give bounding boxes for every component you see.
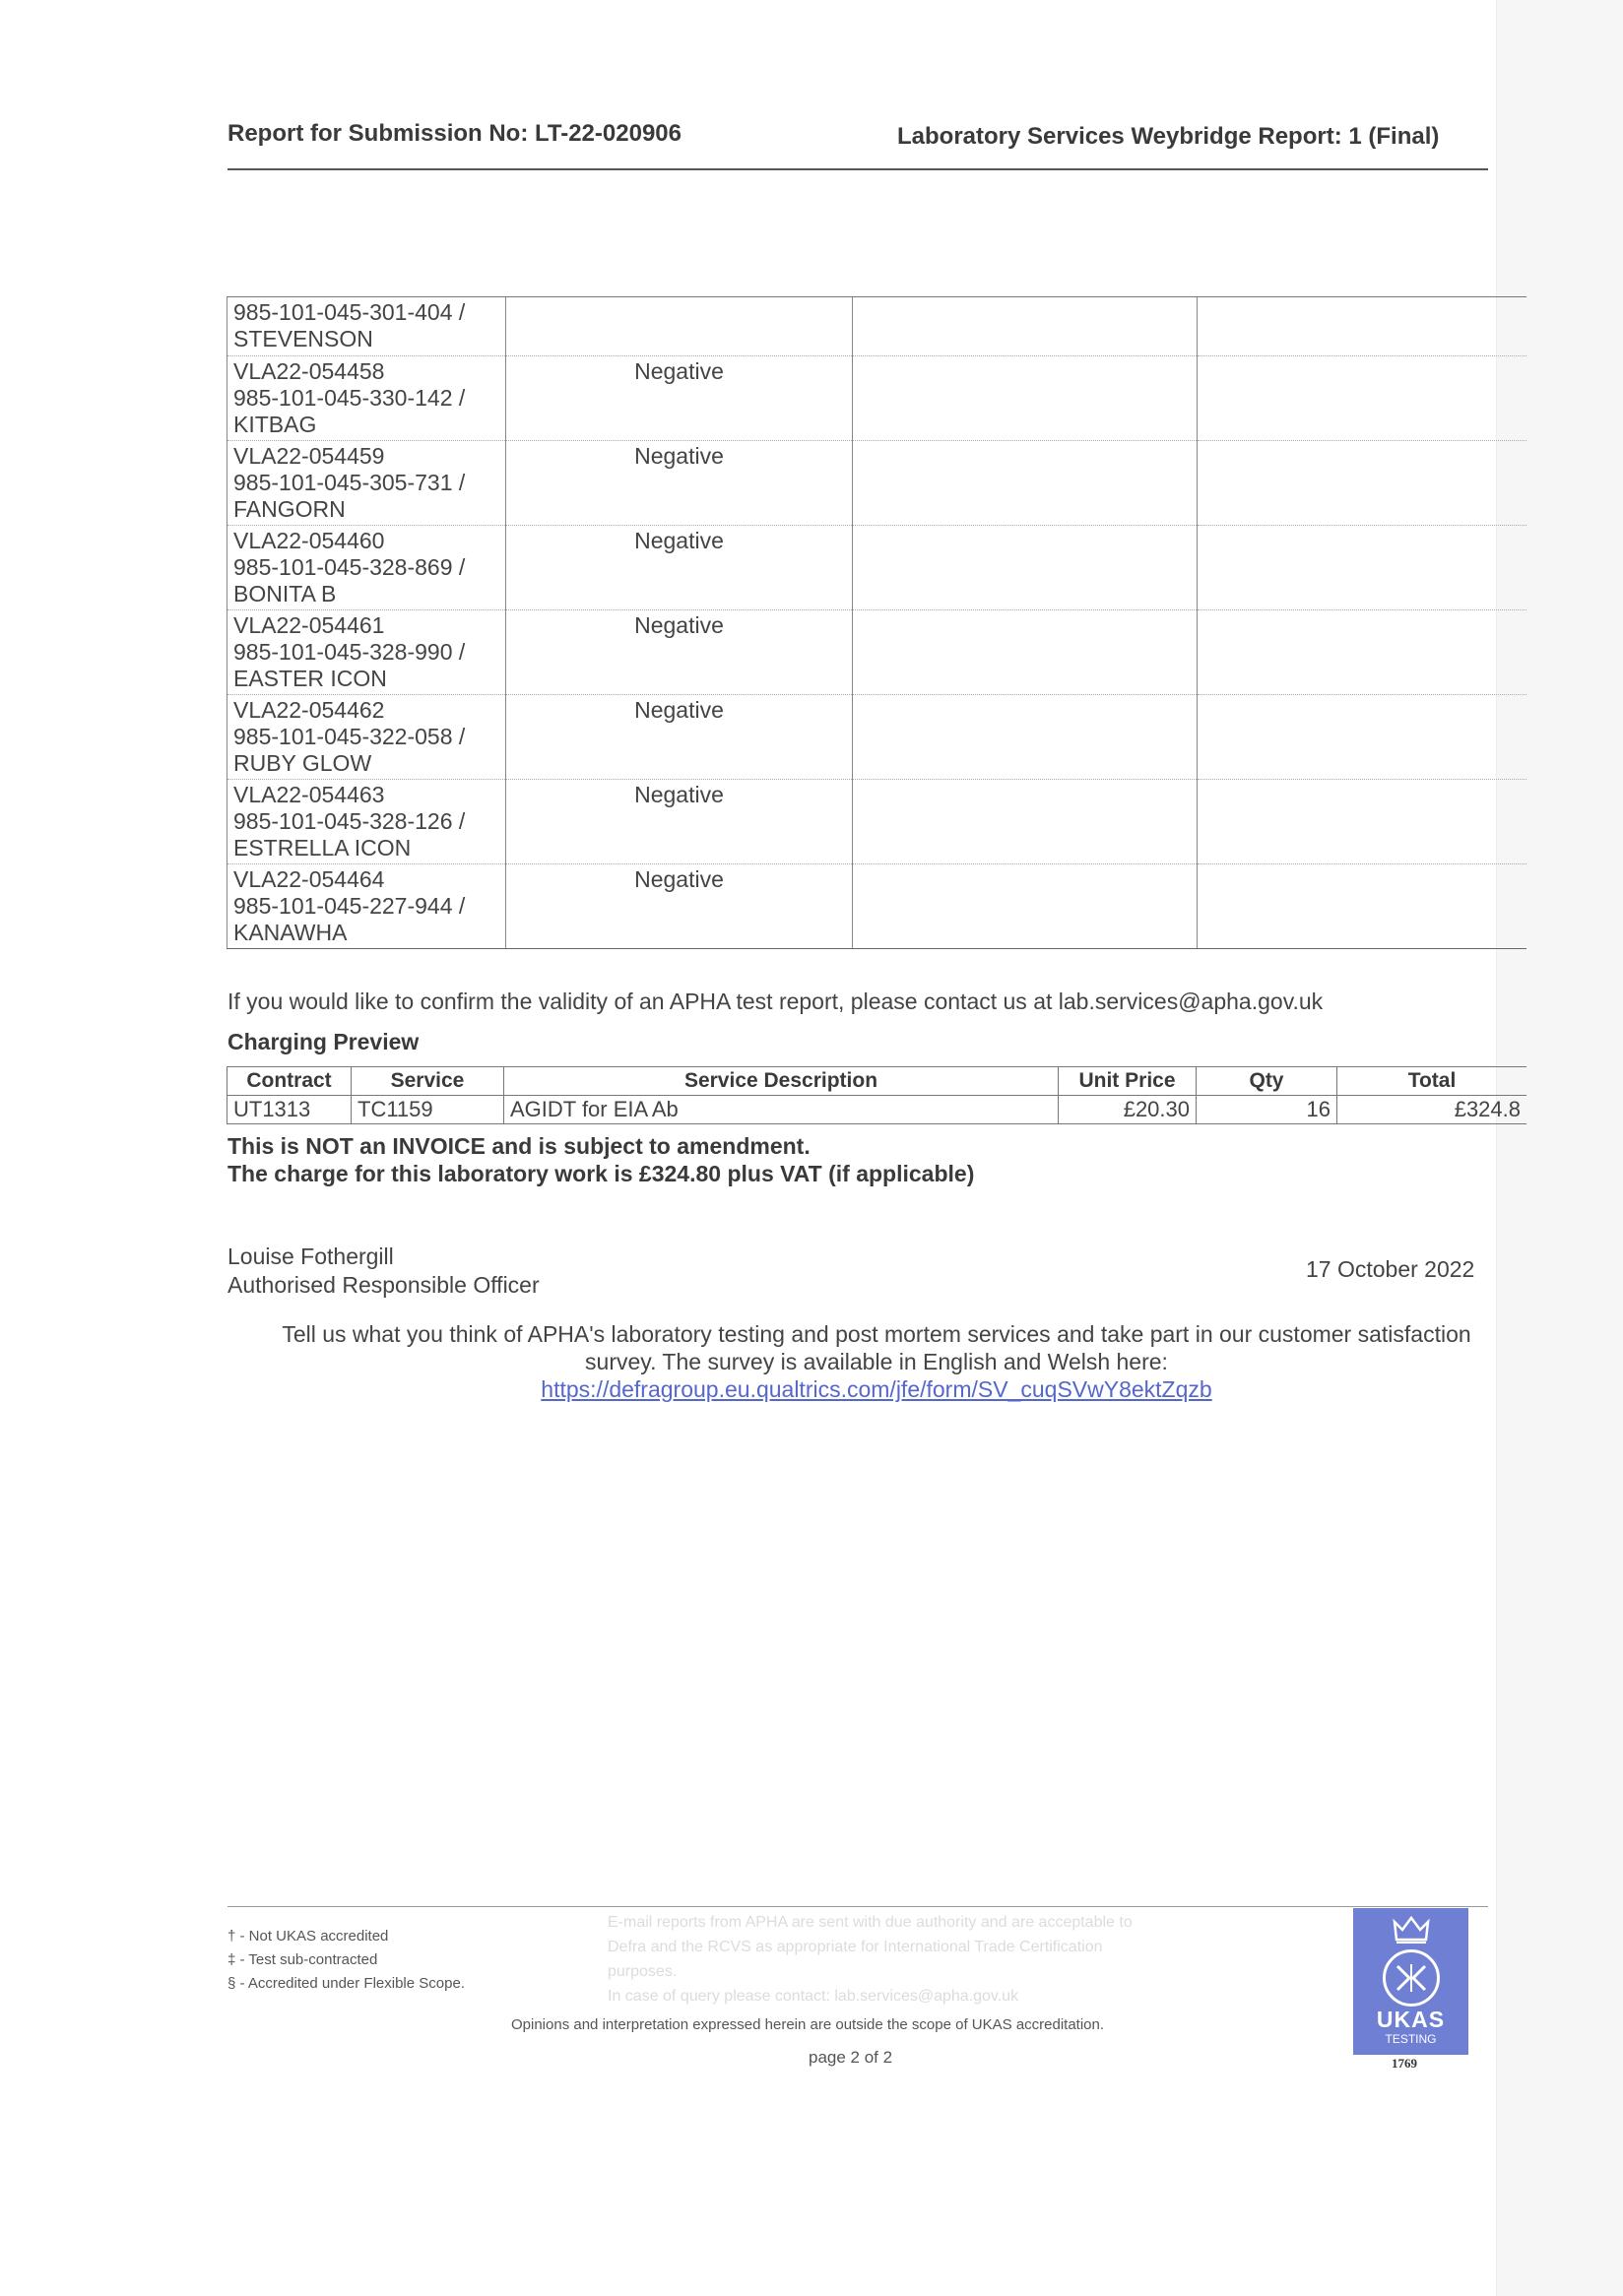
result-cell: Negative	[506, 864, 853, 949]
result-cell: Negative	[506, 526, 853, 610]
sample-id-line: STEVENSON	[233, 326, 373, 351]
empty-cell	[1198, 695, 1527, 780]
result-cell: Negative	[506, 780, 853, 864]
sample-id-line: VLA22-054461	[233, 612, 385, 638]
results-table	[227, 296, 1526, 949]
sample-id-line: VLA22-054462	[233, 697, 385, 723]
submission-number: Report for Submission No: LT-22-020906	[227, 120, 682, 147]
cell-qty: 16	[1197, 1096, 1337, 1124]
result-row	[227, 441, 1527, 526]
empty-cell	[1198, 526, 1527, 610]
sample-id-line: 985-101-045-301-404 /	[233, 299, 466, 325]
sample-id-line: 985-101-045-328-990 /	[233, 639, 466, 665]
not-invoice-notice: This is NOT an INVOICE and is subject to amendment.	[227, 1133, 811, 1159]
col-service: Service	[352, 1067, 504, 1096]
empty-cell	[1198, 780, 1527, 864]
confirm-validity-text: If you would like to confirm the validity of an APHA test report, please contact us at lab.services@apha.gov.uk	[227, 989, 1324, 1014]
result-row	[227, 526, 1527, 610]
sample-id-line: VLA22-054460	[233, 528, 385, 553]
footnote-not-ukas: † - Not UKAS accredited	[227, 1928, 389, 1945]
empty-cell	[853, 441, 1198, 526]
sample-id-line: EASTER ICON	[233, 666, 387, 691]
sample-id-cell	[227, 780, 506, 864]
charging-table	[227, 1066, 1526, 1124]
result-cell: Negative	[506, 610, 853, 695]
survey-link-wrap	[227, 1376, 1526, 1403]
footnote-subcontracted: ‡ - Test sub-contracted	[227, 1951, 378, 1968]
report-title: Laboratory Services Weybridge Report: 1 (Final)	[897, 123, 1440, 150]
empty-cell	[853, 780, 1198, 864]
survey-link[interactable]: https://defragroup.eu.qualtrics.com/jfe/form/SV_cuqSVwY8ektZqzb	[541, 1376, 1212, 1402]
ukas-cross-icon	[1386, 1952, 1437, 2004]
header-rule	[227, 168, 1488, 170]
result-row	[227, 780, 1527, 864]
ukas-opinion-note: Opinions and interpretation expressed herein are outside the scope of UKAS accreditation.	[511, 2016, 1105, 2033]
email-disclaimer-line: Defra and the RCVS as appropriate for International Trade Certification	[608, 1939, 1103, 1955]
sample-id-line: VLA22-054458	[233, 358, 385, 384]
officer-title: Authorised Responsible Officer	[227, 1272, 540, 1298]
footnote-flexible-scope: § - Accredited under Flexible Scope.	[227, 1975, 465, 1992]
ukas-logo	[1353, 1908, 1468, 2055]
result-cell: Negative	[506, 695, 853, 780]
sample-id-line: 985-101-045-227-944 /	[233, 893, 466, 919]
ukas-testing-label: TESTING	[1385, 2032, 1437, 2046]
empty-cell	[853, 695, 1198, 780]
sample-id-line: KANAWHA	[233, 920, 348, 945]
result-cell: Negative	[506, 356, 853, 441]
result-cell: Negative	[506, 441, 853, 526]
cell-service: TC1159	[352, 1096, 504, 1124]
empty-cell	[1198, 610, 1527, 695]
empty-cell	[853, 297, 1198, 356]
charging-row	[227, 1096, 1527, 1124]
cell-service-description: AGIDT for EIA Ab	[504, 1096, 1059, 1124]
sample-id-line: ESTRELLA ICON	[233, 835, 412, 861]
sample-id-line: KITBAG	[233, 412, 317, 437]
result-row	[227, 695, 1527, 780]
empty-cell	[853, 526, 1198, 610]
result-row	[227, 297, 1527, 356]
sample-id-cell	[227, 441, 506, 526]
result-row	[227, 610, 1527, 695]
survey-text-line2: survey. The survey is available in English and Welsh here:	[585, 1349, 1168, 1374]
empty-cell	[1198, 441, 1527, 526]
empty-cell	[1198, 356, 1527, 441]
charging-header-row	[227, 1067, 1527, 1096]
ukas-emblem	[1383, 1949, 1440, 2007]
ukas-wordmark: UKAS	[1376, 2007, 1446, 2032]
result-row	[227, 356, 1527, 441]
sample-id-line: 985-101-045-330-142 /	[233, 385, 466, 411]
sample-id-line: FANGORN	[233, 496, 346, 522]
sample-id-cell	[227, 297, 506, 356]
empty-cell	[853, 610, 1198, 695]
col-qty: Qty	[1197, 1067, 1337, 1096]
survey-text-line1: Tell us what you think of APHA's laboratory testing and post mortem services and take part in our customer satisfaction	[282, 1321, 1471, 1347]
empty-cell	[1198, 297, 1527, 356]
email-disclaimer-line: E-mail reports from APHA are sent with due authority and are acceptable to	[608, 1914, 1133, 1931]
sample-id-line: VLA22-054459	[233, 443, 385, 469]
sample-id-line: BONITA B	[233, 581, 337, 606]
col-total: Total	[1337, 1067, 1527, 1096]
col-contract: Contract	[227, 1067, 352, 1096]
col-service-description: Service Description	[504, 1067, 1059, 1096]
cell-total: £324.8	[1337, 1096, 1527, 1124]
email-disclaimer-line: purposes.	[608, 1963, 678, 1980]
sample-id-line: RUBY GLOW	[233, 750, 372, 776]
result-cell	[506, 297, 853, 356]
sample-id-cell	[227, 610, 506, 695]
empty-cell	[853, 864, 1198, 949]
charging-preview-title: Charging Preview	[227, 1029, 420, 1054]
sample-id-line: 985-101-045-328-869 /	[233, 554, 466, 580]
cell-unit-price: £20.30	[1059, 1096, 1197, 1124]
sample-id-line: 985-101-045-305-731 /	[233, 470, 466, 495]
footer-rule	[227, 1906, 1488, 1907]
officer-name: Louise Fothergill	[227, 1244, 394, 1269]
empty-cell	[1198, 864, 1527, 949]
sample-id-line: 985-101-045-328-126 /	[233, 808, 466, 834]
sample-id-line: VLA22-054463	[233, 782, 385, 807]
page-number: page 2 of 2	[809, 2048, 893, 2067]
sample-id-cell	[227, 356, 506, 441]
col-unit-price: Unit Price	[1059, 1067, 1197, 1096]
report-date: 17 October 2022	[1306, 1256, 1475, 1282]
charge-summary: The charge for this laboratory work is £324.80 plus VAT (if applicable)	[227, 1161, 975, 1186]
sample-id-cell	[227, 526, 506, 610]
sample-id-line: 985-101-045-322-058 /	[233, 724, 466, 749]
email-disclaimer-line: In case of query please contact: lab.services@apha.gov.uk	[608, 1988, 1019, 2005]
crown-icon	[1393, 1914, 1430, 1944]
sample-id-cell	[227, 695, 506, 780]
empty-cell	[853, 356, 1198, 441]
ukas-accreditation-number: 1769	[1392, 2056, 1417, 2071]
cell-contract: UT1313	[227, 1096, 352, 1124]
sample-id-cell	[227, 864, 506, 949]
email-disclaimer	[608, 1910, 1277, 2009]
result-row	[227, 864, 1527, 949]
sample-id-line: VLA22-054464	[233, 866, 385, 892]
